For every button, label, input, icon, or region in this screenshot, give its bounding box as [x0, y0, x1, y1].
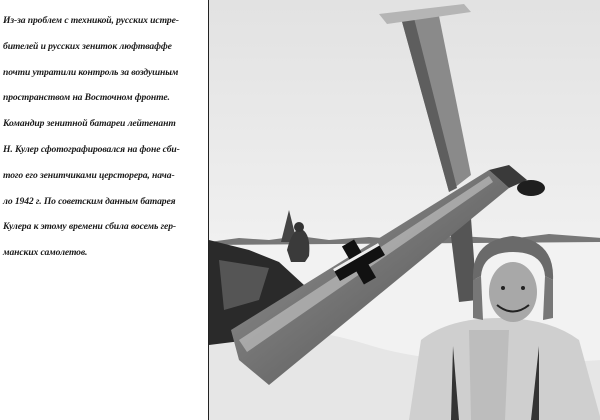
photo-caption: [3, 2, 201, 273]
caption-line: ло 1942 г. По советским данным батарея: [3, 195, 176, 207]
caption-line: Кулера к этому времени сбила восемь гер-: [3, 221, 177, 233]
caption-line: того его зенитчиками церсторера, нача-: [3, 169, 175, 181]
caption-line: пространством на Восточном фронте.: [3, 92, 170, 104]
caption-line: Из-за проблем с техникой, русских истре-: [3, 14, 179, 26]
wreck-photo: [208, 0, 600, 420]
photo-illustration: [209, 0, 600, 420]
caption-line: почти утратили контроль за воздушным: [3, 66, 179, 78]
caption-line: Н. Кулер сфотографировался на фоне сби-: [3, 143, 180, 155]
caption-line: манских самолетов.: [3, 247, 88, 259]
caption-line: бителей и русских зениток люфтваффе: [3, 40, 172, 52]
sky: [209, 0, 600, 245]
caption-line: Командир зенитной батареи лейтенант: [3, 118, 176, 130]
